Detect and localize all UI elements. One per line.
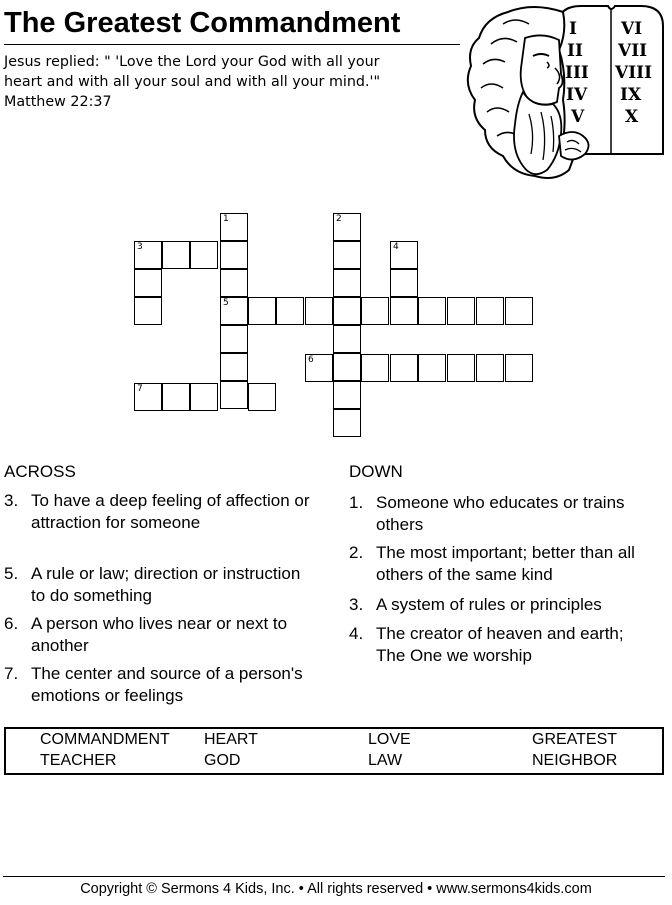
clue-number: 3 — [137, 242, 143, 252]
crossword-grid — [0, 0, 672, 450]
crossword-cell[interactable] — [333, 241, 361, 269]
tablet-numeral: VIII — [615, 63, 653, 83]
clue-number: 1 — [223, 214, 229, 224]
copyright-footer: Copyright © Sermons 4 Kids, Inc. • All rights reserved • www.sermons4kids.com — [80, 881, 592, 897]
crossword-cell[interactable] — [190, 383, 218, 411]
across-clue — [4, 490, 314, 534]
word-bank — [4, 727, 664, 775]
crossword-cell[interactable] — [333, 325, 361, 353]
down-clue — [349, 594, 664, 616]
crossword-cell[interactable] — [220, 241, 248, 269]
down-clue — [349, 542, 664, 586]
crossword-cell[interactable] — [134, 241, 162, 269]
crossword-cell[interactable] — [418, 354, 446, 382]
clue-label: 3. — [4, 491, 19, 510]
tablet-numeral: IX — [620, 85, 642, 105]
crossword-cell[interactable] — [361, 297, 389, 325]
crossword-cell[interactable] — [476, 297, 504, 325]
clue-label: 6. — [4, 614, 19, 633]
word-bank-item: TEACHER — [40, 752, 117, 769]
verse-line: Jesus replied: " 'Love the Lord your God with all your — [4, 54, 380, 70]
crossword-cell[interactable] — [305, 297, 333, 325]
clue-label: 2. — [349, 543, 364, 562]
down-clue — [349, 623, 649, 667]
crossword-cell[interactable] — [220, 381, 248, 409]
clue-number: 4 — [393, 242, 399, 252]
across-heading: ACROSS — [4, 462, 76, 481]
crossword-cell[interactable] — [190, 241, 218, 269]
clue-text: The center and source of a person's emotions or feelings — [31, 664, 303, 705]
clue-text: The most important; better than all others of the same kind — [376, 543, 635, 584]
across-clue — [4, 613, 324, 657]
word-bank-item: NEIGHBOR — [532, 752, 618, 769]
crossword-cell[interactable] — [333, 381, 361, 409]
crossword-cell[interactable] — [361, 354, 389, 382]
crossword-cell[interactable] — [390, 269, 418, 297]
tablet-numeral: IV — [566, 85, 588, 105]
crossword-cell[interactable] — [390, 241, 418, 269]
tablet-numeral: V — [571, 107, 585, 127]
clue-number: 2 — [336, 214, 342, 224]
crossword-cell[interactable] — [305, 354, 333, 382]
word-bank-item: LOVE — [368, 731, 411, 748]
crossword-cell[interactable] — [220, 297, 248, 325]
word-bank-item: GOD — [204, 752, 241, 769]
tablet-numeral: II — [567, 41, 583, 61]
crossword-cell[interactable] — [248, 297, 276, 325]
tablet-numeral: III — [565, 63, 589, 83]
crossword-cell[interactable] — [333, 409, 361, 437]
clue-text: A system of rules or principles — [376, 595, 602, 614]
clue-label: 7. — [4, 664, 19, 683]
crossword-cell[interactable] — [333, 353, 361, 381]
verse-reference: Matthew 22:37 — [4, 94, 112, 110]
crossword-cell[interactable] — [333, 213, 361, 241]
crossword-cell[interactable] — [476, 354, 504, 382]
crossword-cell[interactable] — [220, 353, 248, 381]
clue-number: 6 — [308, 355, 314, 365]
crossword-cell[interactable] — [220, 325, 248, 353]
page-title: The Greatest Commandment — [4, 7, 401, 39]
tablet-numeral: VII — [618, 41, 648, 61]
down-heading: DOWN — [349, 462, 403, 481]
across-clue — [4, 563, 314, 607]
crossword-cell[interactable] — [447, 297, 475, 325]
crossword-cell[interactable] — [505, 354, 533, 382]
clue-text: The creator of heaven and earth; The One we worship — [376, 624, 624, 665]
word-bank-item: GREATEST — [532, 731, 618, 748]
footer-divider — [3, 876, 665, 877]
verse-line: heart and with all your soul and with all your mind.'" — [4, 74, 381, 90]
clue-text: To have a deep feeling of affection or attraction for someone — [31, 491, 310, 532]
clue-label: 1. — [349, 493, 364, 512]
crossword-cell[interactable] — [505, 297, 533, 325]
clue-text: A rule or law; direction or instruction to do something — [31, 564, 301, 605]
crossword-cell[interactable] — [220, 213, 248, 241]
clue-text: Someone who educates or trains others — [376, 493, 625, 534]
clue-text: A person who lives near or next to another — [31, 614, 288, 655]
crossword-cell[interactable] — [390, 297, 418, 325]
word-bank-item: HEART — [204, 731, 258, 748]
clue-label: 5. — [4, 564, 19, 583]
crossword-cell[interactable] — [162, 241, 190, 269]
crossword-cell[interactable] — [447, 354, 475, 382]
crossword-cell[interactable] — [134, 269, 162, 297]
down-clue — [349, 492, 629, 536]
word-bank-item: LAW — [368, 752, 403, 769]
crossword-cell[interactable] — [248, 383, 276, 411]
across-clue — [4, 663, 314, 707]
crossword-cell[interactable] — [418, 297, 446, 325]
crossword-cell[interactable] — [134, 297, 162, 325]
tablet-numeral: X — [625, 107, 639, 127]
crossword-cell[interactable] — [276, 297, 304, 325]
crossword-cell[interactable] — [333, 297, 361, 325]
clue-number: 7 — [137, 384, 143, 394]
crossword-cell[interactable] — [220, 269, 248, 297]
crossword-cell[interactable] — [333, 269, 361, 297]
tablet-numeral: VI — [621, 19, 643, 39]
clue-label: 3. — [349, 595, 364, 614]
clue-label: 4. — [349, 624, 364, 643]
crossword-cell[interactable] — [162, 383, 190, 411]
crossword-cell[interactable] — [390, 354, 418, 382]
tablet-numeral: I — [569, 19, 577, 39]
clue-number: 5 — [223, 298, 229, 308]
crossword-cell[interactable] — [134, 383, 162, 411]
word-bank-item: COMMANDMENT — [40, 731, 170, 748]
